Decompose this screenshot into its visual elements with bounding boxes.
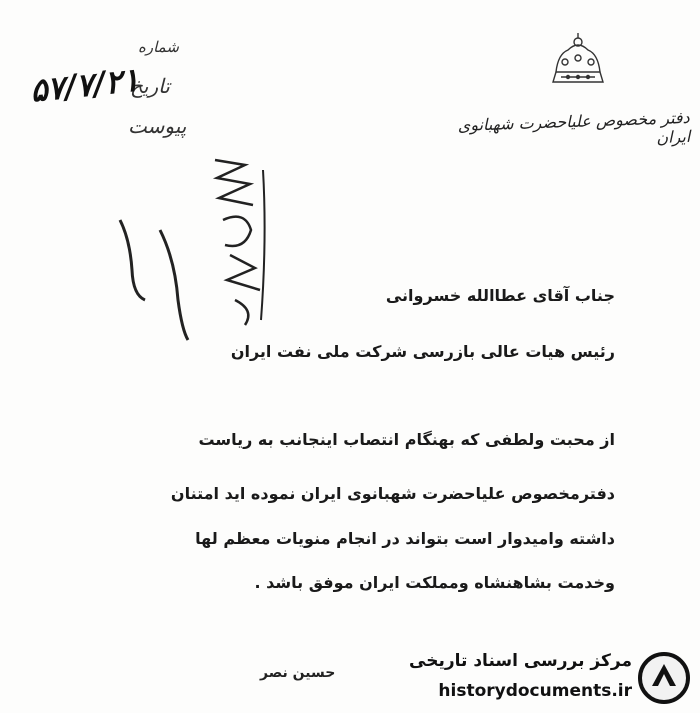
signature-name: حسین نصر [260, 665, 336, 681]
date-label: تاریخ [130, 74, 170, 98]
archive-logo-icon [636, 650, 692, 706]
attachment-label: پیوست [128, 114, 187, 138]
watermark-title: مرکز بررسی اسناد تاریخی [409, 651, 632, 671]
addressee-name: جناب آقای عطاالله خسروانی [385, 286, 615, 305]
number-label: شماره [138, 38, 179, 56]
handwritten-mark-2 [205, 150, 285, 330]
crown-emblem-icon [543, 32, 613, 92]
handwritten-mark-1 [100, 200, 200, 350]
date-value: ۵۷/۷/۲۱ [28, 60, 141, 110]
office-title: دفتر مخصوص علیاحضرت شهبانوی ایران [457, 107, 691, 148]
addressee-title: رئیس هیات عالی بازرسی شرکت ملی نفت ایران [230, 342, 615, 361]
body-line: از محبت ولطفی که بهنگام انتصاب اینجانب به ریاست [198, 430, 615, 449]
body-line: دفترمخصوص علیاحضرت شهبانوی ایران نموده اید امتنان [170, 484, 615, 503]
watermark-url[interactable]: historydocuments.ir [438, 681, 632, 701]
body-line: داشته وامیدوار است بتواند در انجام منویات معظم لها [195, 529, 615, 548]
body-line: وخدمت بشاهنشاه ومملکت ایران موفق باشد . [254, 573, 615, 592]
